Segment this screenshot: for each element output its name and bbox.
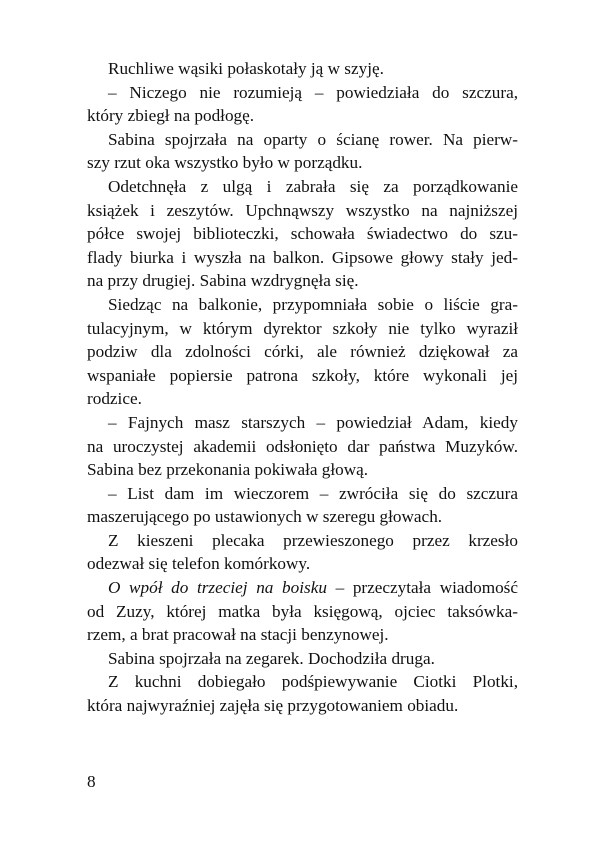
text-line [87, 458, 518, 482]
text-line [87, 81, 518, 105]
text-line [87, 435, 518, 459]
italic-text: O wpół do trzeciej na boisku [108, 578, 327, 598]
text-segment: szy rzut oka wszystko było w porządku. [87, 153, 363, 173]
body-text [87, 57, 518, 718]
text-line [87, 529, 518, 553]
text-segment: – Niczego nie rozumieją – powiedziała do szczura, [108, 82, 518, 102]
text-line [87, 576, 518, 600]
text-segment: na uroczystej akademii odsłonięto dar państwa Muzyków. [87, 436, 518, 456]
text-line [87, 387, 518, 411]
text-segment: – przeczytała wiadomość [326, 578, 518, 598]
text-segment: rzem, a brat pracował na stacji benzynowej. [87, 625, 389, 645]
text-line [87, 647, 518, 671]
page-number: 8 [87, 772, 96, 791]
text-segment: maszerującego po ustawionych w szeregu głowach. [87, 507, 443, 527]
text-segment: flady biurka i wyszła na balkon. Gipsowe głowy stały jed- [87, 247, 518, 267]
text-segment: Z kieszeni plecaka przewieszonego przez krzesło [108, 530, 518, 550]
text-segment: – Fajnych masz starszych – powiedział Adam, kiedy [108, 412, 518, 432]
text-segment: Odetchnęła z ulgą i zabrała się za porządkowanie [108, 176, 518, 196]
text-segment: wspaniałe popiersie patrona szkoły, które wykonali jej [87, 365, 518, 385]
text-line [87, 505, 518, 529]
text-segment: odezwał się telefon komórkowy. [87, 554, 311, 574]
text-segment: Sabina spojrzała na oparty o ścianę rower. Na pierw- [108, 129, 518, 149]
text-line [87, 175, 518, 199]
text-line [87, 317, 518, 341]
text-line [87, 340, 518, 364]
text-line [87, 128, 518, 152]
text-line [87, 694, 518, 718]
text-line [87, 104, 518, 128]
text-line [87, 269, 518, 293]
text-line [87, 151, 518, 175]
text-segment: podziw dla zdolności córki, ale również dziękował za [87, 342, 518, 362]
text-segment: półce swojej biblioteczki, schowała świadectwo do szu- [87, 224, 518, 244]
text-segment: który zbiegł na podłogę. [87, 106, 255, 126]
text-segment: Ruchliwe wąsiki połaskotały ją w szyję. [108, 59, 384, 78]
text-segment: rodzice. [87, 389, 142, 409]
text-segment: Siedząc na balkonie, przypomniała sobie o liście gra- [108, 294, 518, 314]
text-line [87, 246, 518, 270]
text-line [87, 670, 518, 694]
text-segment: która najwyraźniej zajęła się przygotowaniem obiadu. [87, 696, 459, 716]
text-segment: od Zuzy, której matka była księgową, ojciec taksówka- [87, 601, 518, 621]
text-line [87, 199, 518, 223]
text-segment: na przy drugiej. Sabina wzdrygnęła się. [87, 271, 359, 291]
text-segment: książek i zeszytów. Upchnąwszy wszystko na najniższej [87, 200, 518, 220]
text-segment: – List dam im wieczorem – zwróciła się do szczura [108, 483, 518, 503]
text-line [87, 364, 518, 388]
text-line [87, 600, 518, 624]
text-line [87, 222, 518, 246]
text-line [87, 411, 518, 435]
text-line [87, 57, 518, 81]
text-segment: Sabina spojrzała na zegarek. Dochodziła druga. [108, 648, 435, 668]
text-line [87, 623, 518, 647]
text-segment: tulacyjnym, w którym dyrektor szkoły nie tylko wyraził [87, 318, 518, 338]
text-line [87, 552, 518, 576]
text-segment: Z kuchni dobiegało podśpiewywanie Ciotki Plotki, [108, 672, 518, 692]
text-line [87, 293, 518, 317]
text-segment: Sabina bez przekonania pokiwała głową. [87, 460, 369, 480]
text-line [87, 482, 518, 506]
